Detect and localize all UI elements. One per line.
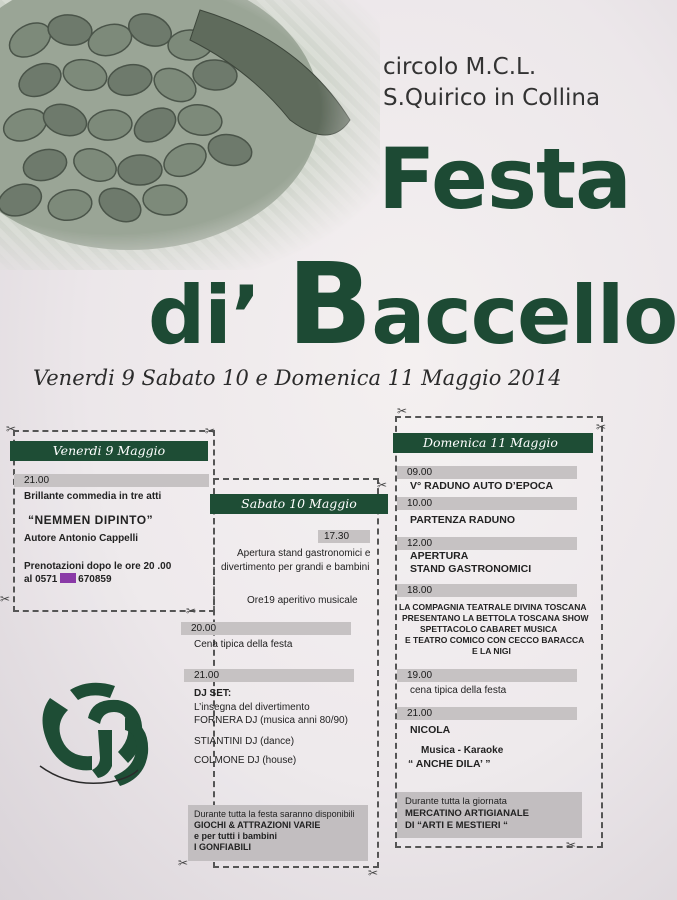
fava-beans-photo (0, 0, 380, 270)
mcl-logo (30, 678, 160, 798)
sabato-header: Sabato 10 Maggio (210, 494, 388, 514)
venerdi-time: 21.00 (14, 474, 209, 487)
dom-e5: cena tipica della festa (410, 685, 507, 696)
circolo-title (383, 52, 600, 114)
sabato-dj-sub: L’insegna del divertimento (194, 702, 310, 713)
venerdi-author: Autore Antonio Cappelli (24, 533, 139, 544)
scissors-icon: ✂ (397, 404, 408, 418)
event-dates: Venerdi 9 Sabato 10 e Domenica 11 Maggio 2014 (33, 366, 562, 390)
domenica-note (397, 792, 582, 838)
sabato-dj3: COLMONE DJ (house) (194, 755, 297, 766)
venerdi-show: “NEMMEN DIPINTO” (28, 513, 154, 527)
phone-prefix: al 0571 (24, 574, 61, 585)
sabato-time3: 21.00 (184, 669, 354, 682)
sabato-line1: Apertura stand gastronomici e (237, 548, 371, 559)
scissors-icon: ✂ (377, 478, 388, 492)
scissors-icon: ✂ (186, 604, 197, 618)
dom-e2: PARTENZA RADUNO (410, 514, 515, 526)
dom-note3: DI “ARTI E MESTIERI “ (405, 820, 508, 831)
scissors-icon: ✂ (0, 592, 11, 606)
sabato-line4: Cena tipica della festa (194, 639, 293, 650)
dom-e6c: “ ANCHE DILA’ ” (408, 758, 491, 770)
dom-t4: 18.00 (397, 584, 577, 597)
scissors-icon: ✂ (596, 420, 607, 434)
scissors-icon: ✂ (178, 856, 189, 870)
sabato-note (188, 805, 368, 861)
dom-t2: 10.00 (397, 497, 577, 510)
sabato-note2: GIOCHI & ATTRAZIONI VARIE (194, 820, 321, 830)
sabato-time1: 17.30 (318, 530, 370, 543)
dom-t5: 19.00 (397, 669, 577, 682)
title-b: B (286, 240, 372, 370)
dom-e6a: NICOLA (410, 724, 451, 736)
sabato-dj2: STIANTINI DJ (dance) (194, 736, 295, 747)
circolo-line2: S.Quirico in Collina (383, 85, 601, 111)
venerdi-line1: Brillante commedia in tre atti (24, 491, 162, 502)
sabato-line2: divertimento per grandi e bambini (221, 562, 370, 573)
sabato-note3: e per tutti i bambini (194, 831, 278, 841)
dom-e3a: APERTURA (410, 550, 469, 562)
sabato-time2: 20.00 (181, 622, 351, 635)
dom-t1: 09.00 (397, 466, 577, 479)
phone-suffix: 670859 (78, 574, 112, 585)
sabato-note1: Durante tutta la festa saranno disponibili (194, 809, 355, 819)
scissors-icon: ✂ (368, 866, 379, 880)
dom-t6: 21.00 (397, 707, 577, 720)
venerdi-header: Venerdi 9 Maggio (10, 441, 208, 461)
venerdi-booking2 (24, 573, 112, 586)
dom-note2: MERCATINO ARTIGIANALE (405, 808, 530, 819)
dom-e4a: LA COMPAGNIA TEATRALE DIVINA TOSCANA (399, 602, 587, 612)
title-accello: accello (371, 269, 677, 362)
title-baccello (148, 240, 677, 370)
scissors-icon: ✂ (566, 838, 577, 852)
scissors-icon: ✂ (6, 422, 17, 436)
phone-redacted (60, 573, 76, 583)
circolo-line1: circolo M.C.L. (383, 54, 537, 80)
venerdi-booking1: Prenotazioni dopo le ore 20 .00 (24, 561, 172, 572)
dom-e1: V° RADUNO AUTO D’EPOCA (410, 480, 554, 492)
domenica-header: Domenica 11 Maggio (393, 433, 593, 453)
dom-e4b: PRESENTANO LA BETTOLA TOSCANA SHOW (402, 613, 589, 623)
sabato-dj-title: DJ SET: (194, 688, 232, 699)
title-di: di’ (148, 269, 287, 362)
dom-e4e: E LA NIGI (472, 646, 511, 656)
dom-note1: Durante tutta la giornata (405, 796, 507, 807)
dom-t3: 12.00 (397, 537, 577, 550)
dom-e6b: Musica - Karaoke (421, 745, 504, 756)
title-festa: Festa (378, 130, 631, 228)
dom-e4c: SPETTACOLO CABARET MUSICA (420, 624, 558, 634)
sabato-line3: Ore19 aperitivo musicale (247, 595, 358, 606)
dom-e3b: STAND GASTRONOMICI (410, 563, 532, 575)
sabato-dj1: FORNERA DJ (musica anni 80/90) (194, 715, 348, 726)
scissors-icon: ✂ (205, 424, 216, 438)
sabato-note4: I GONFIABILI (194, 842, 251, 852)
dom-e4d: E TEATRO COMICO CON CECCO BARACCA (405, 635, 585, 645)
